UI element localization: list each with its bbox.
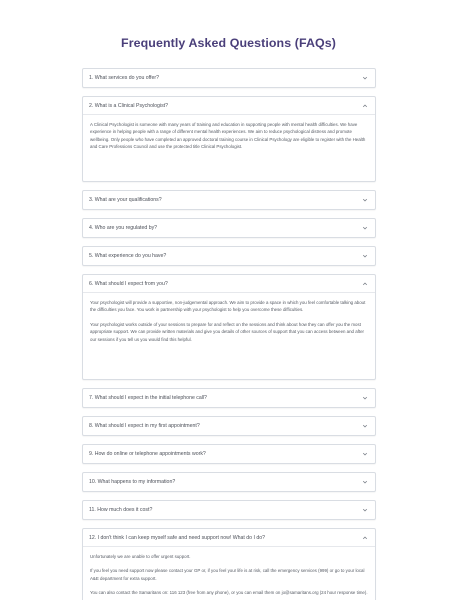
faq-list (82, 68, 376, 600)
faq-question-toggle[interactable] (83, 501, 375, 519)
faq-answer (83, 293, 375, 379)
faq-question: 7. What should I expect in the initial telephone call? (89, 395, 207, 401)
faq-question: 2. What is a Clinical Psychologist? (89, 102, 168, 109)
faq-answer (83, 547, 375, 600)
faq-answer-paragraph: A Clinical Psychologist is someone with many years of training and education in supporting people with mental health difficulties. We have experience in helping people with a range of different mental health experiences. We aim to reduce psychological distress and promote wellbeing. Only people who have completed an approved doctoral training course in Clinical Psychology are eligible to register with the Health and Care Professions Council and use the protected title Clinical Psychologist. (90, 122, 366, 150)
faq-answer-paragraph: If you feel you need support now please contact your GP or, if you feel your life is at risk, call the emergency services (999) or go to your local A&E department for extra support. (90, 568, 365, 581)
chevron-up-icon (361, 102, 369, 110)
faq-question-toggle[interactable] (83, 417, 375, 435)
faq-question: 4. Who are you regulated by? (89, 225, 158, 231)
chevron-up-icon (361, 280, 369, 288)
chevron-down-icon (361, 74, 369, 82)
faq-question-toggle[interactable] (83, 69, 375, 87)
faq-question-toggle[interactable] (83, 97, 375, 115)
chevron-down-icon (361, 394, 369, 402)
faq-question: 9. How do online or telephone appointments work? (89, 451, 206, 457)
faq-item (82, 444, 376, 464)
faq-question: 8. What should I expect in my first appointment? (89, 423, 200, 429)
faq-question: 12. I don't think I can keep myself safe and need support now! What do I do? (89, 534, 266, 541)
faq-item (82, 218, 376, 238)
faq-question-toggle[interactable] (83, 219, 375, 237)
chevron-down-icon (361, 506, 369, 514)
faq-question-toggle[interactable] (83, 445, 375, 463)
faq-item (82, 416, 376, 436)
faq-item (82, 274, 376, 380)
faq-question: 3. What are your qualifications? (89, 197, 162, 203)
chevron-up-icon (361, 534, 369, 542)
chevron-down-icon (361, 224, 369, 232)
page-title: Frequently Asked Questions (FAQs) (121, 36, 336, 50)
faq-question-toggle[interactable] (83, 529, 375, 547)
faq-question: 10. What happens to my information? (89, 479, 176, 485)
faq-question-toggle[interactable] (83, 389, 375, 407)
faq-item (82, 500, 376, 520)
faq-item (82, 246, 376, 266)
faq-question-toggle[interactable] (83, 247, 375, 265)
faq-question-toggle[interactable] (83, 191, 375, 209)
chevron-down-icon (361, 422, 369, 430)
chevron-down-icon (361, 196, 369, 204)
chevron-down-icon (361, 252, 369, 260)
faq-answer-paragraph: Your psychologist will provide a supportive, non-judgemental approach. We aim to provide a space in which you feel comfortable talking about the difficulties you face. You work in partnership with your psychologist to help you overcome these difficulties. (90, 300, 366, 313)
faq-answer (83, 115, 375, 181)
faq-question: 6. What should I expect from you? (89, 280, 168, 287)
faq-answer-paragraph: Your psychologist works outside of your sessions to prepare for and reflect on the sessions and think about how they can offer you the most appropriate support. We can provide written materials and give you details of other sources of support that you can access between and after our sessions if you tell us you would find this helpful. (90, 321, 365, 342)
faq-item (82, 68, 376, 88)
faq-question: 11. How much does it cost? (89, 507, 153, 513)
faq-question: 5. What experience do you have? (89, 253, 167, 259)
faq-item (82, 472, 376, 492)
chevron-down-icon (361, 478, 369, 486)
faq-item (82, 528, 376, 600)
chevron-down-icon (361, 450, 369, 458)
faq-answer-paragraph: You can also contact the Samaritans on: 116 123 (free from any phone), or you can email them on jo@samaritans.org (24 hour response time). (90, 590, 368, 596)
faq-question: 1. What services do you offer? (89, 75, 159, 81)
faq-answer-paragraph: Unfortunately we are unable to offer urgent support. (90, 554, 191, 559)
faq-question-toggle[interactable] (83, 473, 375, 491)
faq-question-toggle[interactable] (83, 275, 375, 293)
faq-item (82, 388, 376, 408)
faq-item (82, 96, 376, 182)
faq-item (82, 190, 376, 210)
